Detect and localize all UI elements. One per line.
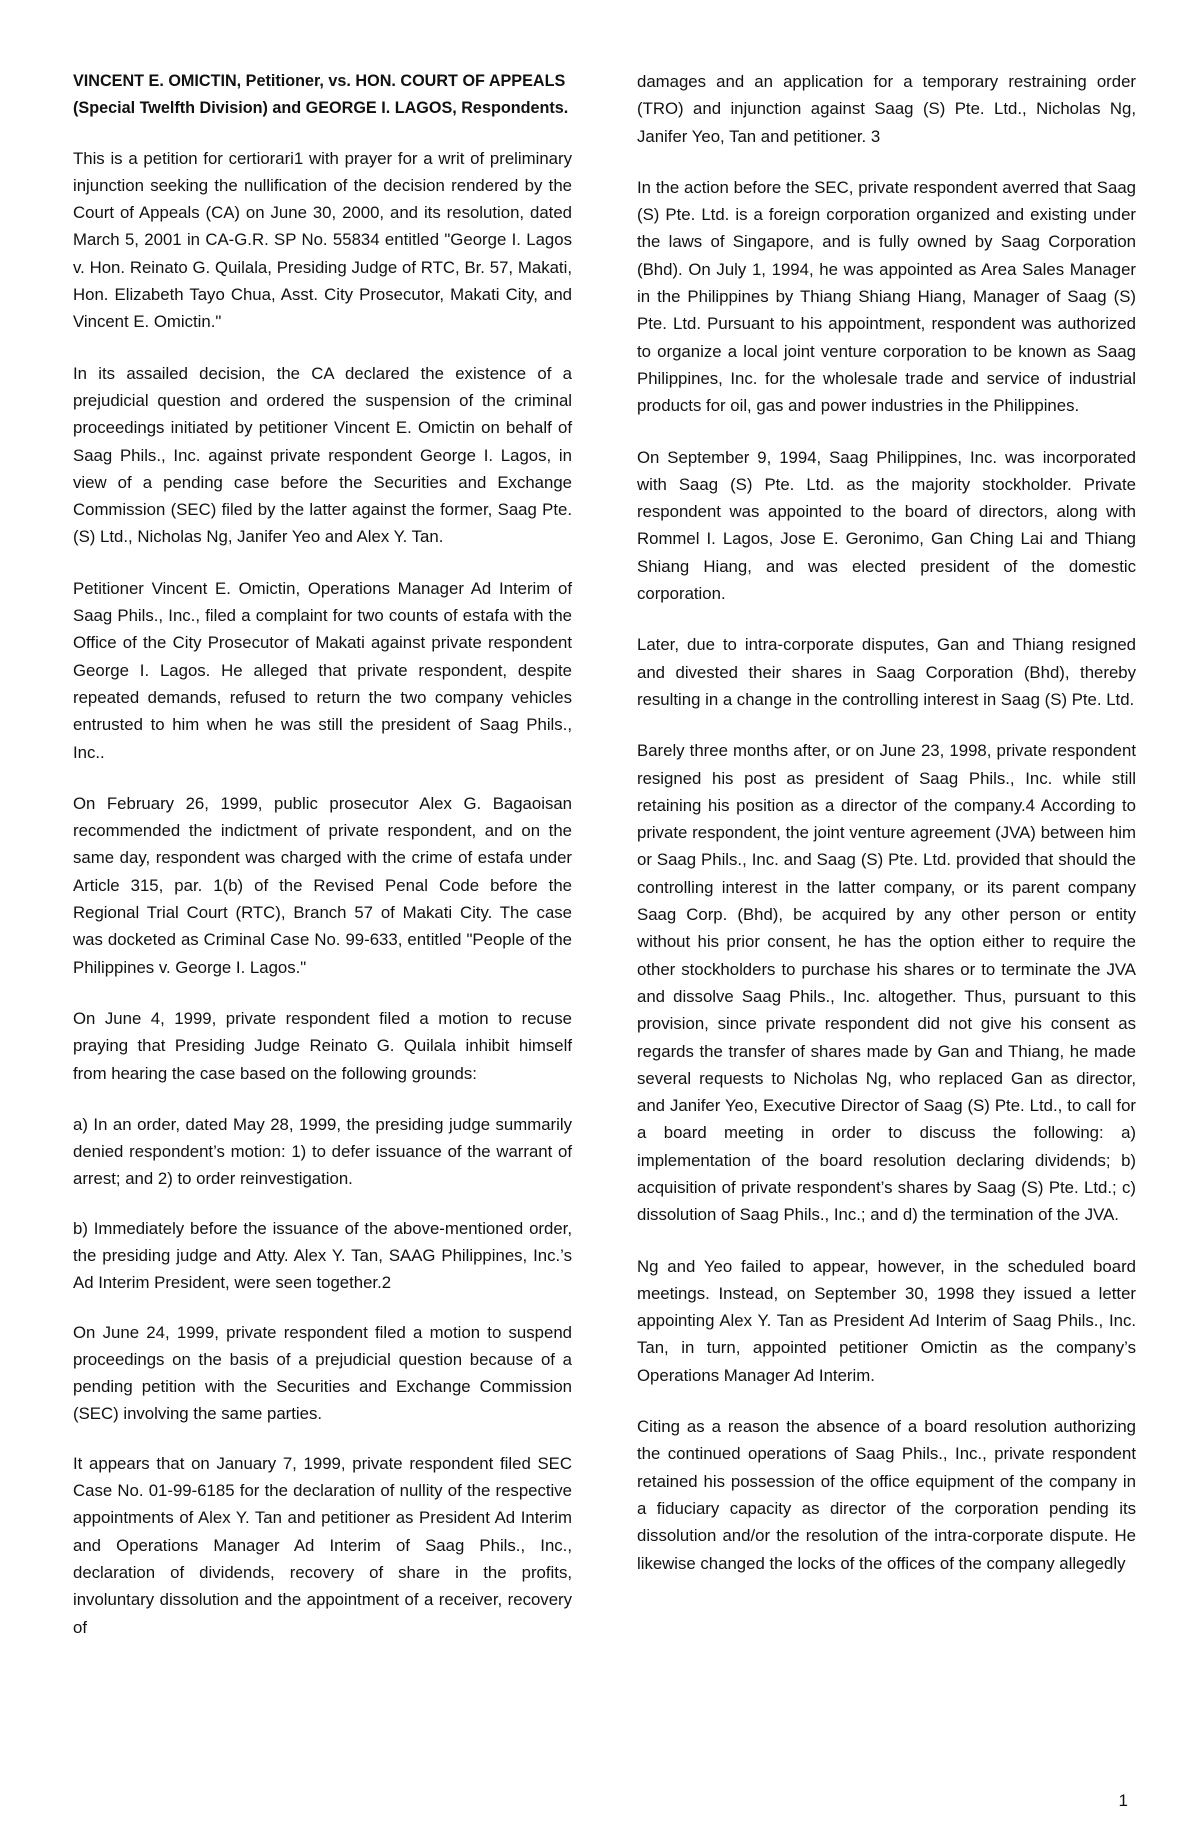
paragraph: Petitioner Vincent E. Omictin, Operations Manager Ad Interim of Saag Phils., Inc., filed a complaint for two counts of estafa with the Office of the City Prosecutor of Makati against private respondent George I. Lagos. He alleged that private respondent, despite repeated demands, refused to return the two company vehicles entrusted to him when he was still the president of Saag Phils., Inc.. — [73, 578, 572, 762]
left-column — [73, 68, 572, 1665]
paragraph: b) Immediately before the issuance of the above-mentioned order, the presiding judge and Atty. Alex Y. Tan, SAAG Philippines, Inc.’s Ad Interim President, were seen together.2 — [73, 1218, 572, 1293]
paragraph: In its assailed decision, the CA declared the existence of a prejudicial question and ordered the suspension of the criminal proceedings initiated by petitioner Vincent E. Omictin on behalf of Saag Phils., Inc. against private respondent George I. Lagos, in view of a pending case before the Securities and Exchange Commission (SEC) filed by the latter against the former, Saag Pte. (S) Ltd., Nicholas Ng, Janifer Yeo and Alex Y. Tan. — [73, 363, 572, 547]
paragraph: On September 9, 1994, Saag Philippines, Inc. was incorporated with Saag (S) Pte. Ltd. as the majority stockholder. Private respondent was appointed to the board of directors, along with Rommel I. Lagos, Jose E. Geronimo, Gan Ching Lai and Thiang Shiang Hiang, and was elected president of the domestic corporation. — [637, 447, 1136, 604]
paragraph: Ng and Yeo failed to appear, however, in the scheduled board meetings. Instead, on September 30, 1998 they issued a letter appointing Alex Y. Tan as President Ad Interim of Saag Phils., Inc. Tan, in turn, appointed petitioner Omictin as the company’s Operations Manager Ad Interim. — [637, 1256, 1136, 1385]
case-title: VINCENT E. OMICTIN, Petitioner, vs. HON. COURT OF APPEALS (Special Twelfth Division) and GEORGE I. LAGOS, Respondents. — [73, 72, 569, 118]
page-number: 1 — [1118, 1791, 1128, 1810]
paragraph: This is a petition for certiorari1 with prayer for a writ of preliminary injunction seeking the nullification of the decision rendered by the Court of Appeals (CA) on June 30, 2000, and its resolution, dated March 5, 2001 in CA-G.R. SP No. 55834 entitled "George I. Lagos v. Hon. Reinato G. Quilala, Presiding Judge of RTC, Br. 57, Makati, Hon. Elizabeth Tayo Chua, Asst. City Prosecutor, Makati City, and Vincent E. Omictin." — [73, 148, 572, 332]
paragraph: On June 4, 1999, private respondent filed a motion to recuse praying that Presiding Judge Reinato G. Quilala inhibit himself from hearing the case based on the following grounds: — [73, 1008, 572, 1083]
paragraph: On June 24, 1999, private respondent filed a motion to suspend proceedings on the basis of a prejudicial question because of a pending petition with the Securities and Exchange Commission (SEC) involving the same parties. — [73, 1322, 572, 1424]
paragraph: It appears that on January 7, 1999, private respondent filed SEC Case No. 01-99-6185 for the declaration of nullity of the respective appointments of Alex Y. Tan and petitioner as President Ad Interim and Operations Manager Ad Interim of Saag Phils., Inc., declaration of dividends, recovery of share in the profits, involuntary dissolution and the appointment of a receiver, recovery of — [73, 1453, 572, 1637]
paragraph: On February 26, 1999, public prosecutor Alex G. Bagaoisan recommended the indictment of private respondent, and on the same day, respondent was charged with the crime of estafa under Article 315, par. 1(b) of the Revised Penal Code before the Regional Trial Court (RTC), Branch 57 of Makati City. The case was docketed as Criminal Case No. 99-633, entitled "People of the Philippines v. George I. Lagos." — [73, 793, 572, 977]
paragraph: Later, due to intra-corporate disputes, Gan and Thiang resigned and divested their shares in Saag Corporation (Bhd), thereby resulting in a change in the controlling interest in Saag (S) Pte. Ltd. — [637, 635, 1136, 709]
right-column — [637, 68, 1136, 1601]
paragraph: In the action before the SEC, private respondent averred that Saag (S) Pte. Ltd. is a foreign corporation organized and existing under the laws of Singapore, and is fully owned by Saag Corporation (Bhd). On July 1, 1994, he was appointed as Area Sales Manager in the Philippines by Thiang Shiang Hiang, Manager of Saag (S) Pte. Ltd. Pursuant to his appointment, respondent was authorized to organize a local joint venture corporation to be known as Saag Philippines, Inc. for the wholesale trade and service of industrial products for oil, gas and power industries in the Philippines. — [637, 177, 1136, 416]
paragraph: Citing as a reason the absence of a board resolution authorizing the continued operations of Saag Phils., Inc., private respondent retained his possession of the office equipment of the company in a fiduciary capacity as director of the corporation pending its dissolution and/or the resolution of the intra-corporate dispute. He likewise changed the locks of the offices of the company allegedly — [637, 1417, 1136, 1573]
paragraph: Barely three months after, or on June 23, 1998, private respondent resigned his post as president of Saag Phils., Inc. while still retaining his position as a director of the company.4 According to private respondent, the joint venture agreement (JVA) between him or Saag Phils., Inc. and Saag (S) Pte. Ltd. provided that should the controlling interest in the latter company, or its parent company Saag Corp. (Bhd), be acquired by any other person or entity without his prior consent, he has the option either to require the other stockholders to purchase his shares or to terminate the JVA and dissolve Saag Phils., Inc. altogether. Thus, pursuant to this provision, since private respondent did not give his consent as regards the transfer of shares made by Gan and Thiang, he made several requests to Nicholas Ng, who replaced Gan as director, and Janifer Yeo, Executive Director of Saag (S) Pte. Ltd., to call for a board meeting in order to discuss the following: a) implementation of the board resolution declaring dividends; b) acquisition of private respondent’s shares by Saag (S) Pte. Ltd.; c) dissolution of Saag Phils., Inc.; and d) the termination of the JVA. — [637, 741, 1136, 1225]
paragraph: a) In an order, dated May 28, 1999, the presiding judge summarily denied respondent’s motion: 1) to defer issuance of the warrant of arrest; and 2) to order reinvestigation. — [73, 1114, 572, 1189]
paragraph: damages and an application for a temporary restraining order (TRO) and injunction against Saag (S) Pte. Ltd., Nicholas Ng, Janifer Yeo, Tan and petitioner. 3 — [637, 72, 1136, 146]
